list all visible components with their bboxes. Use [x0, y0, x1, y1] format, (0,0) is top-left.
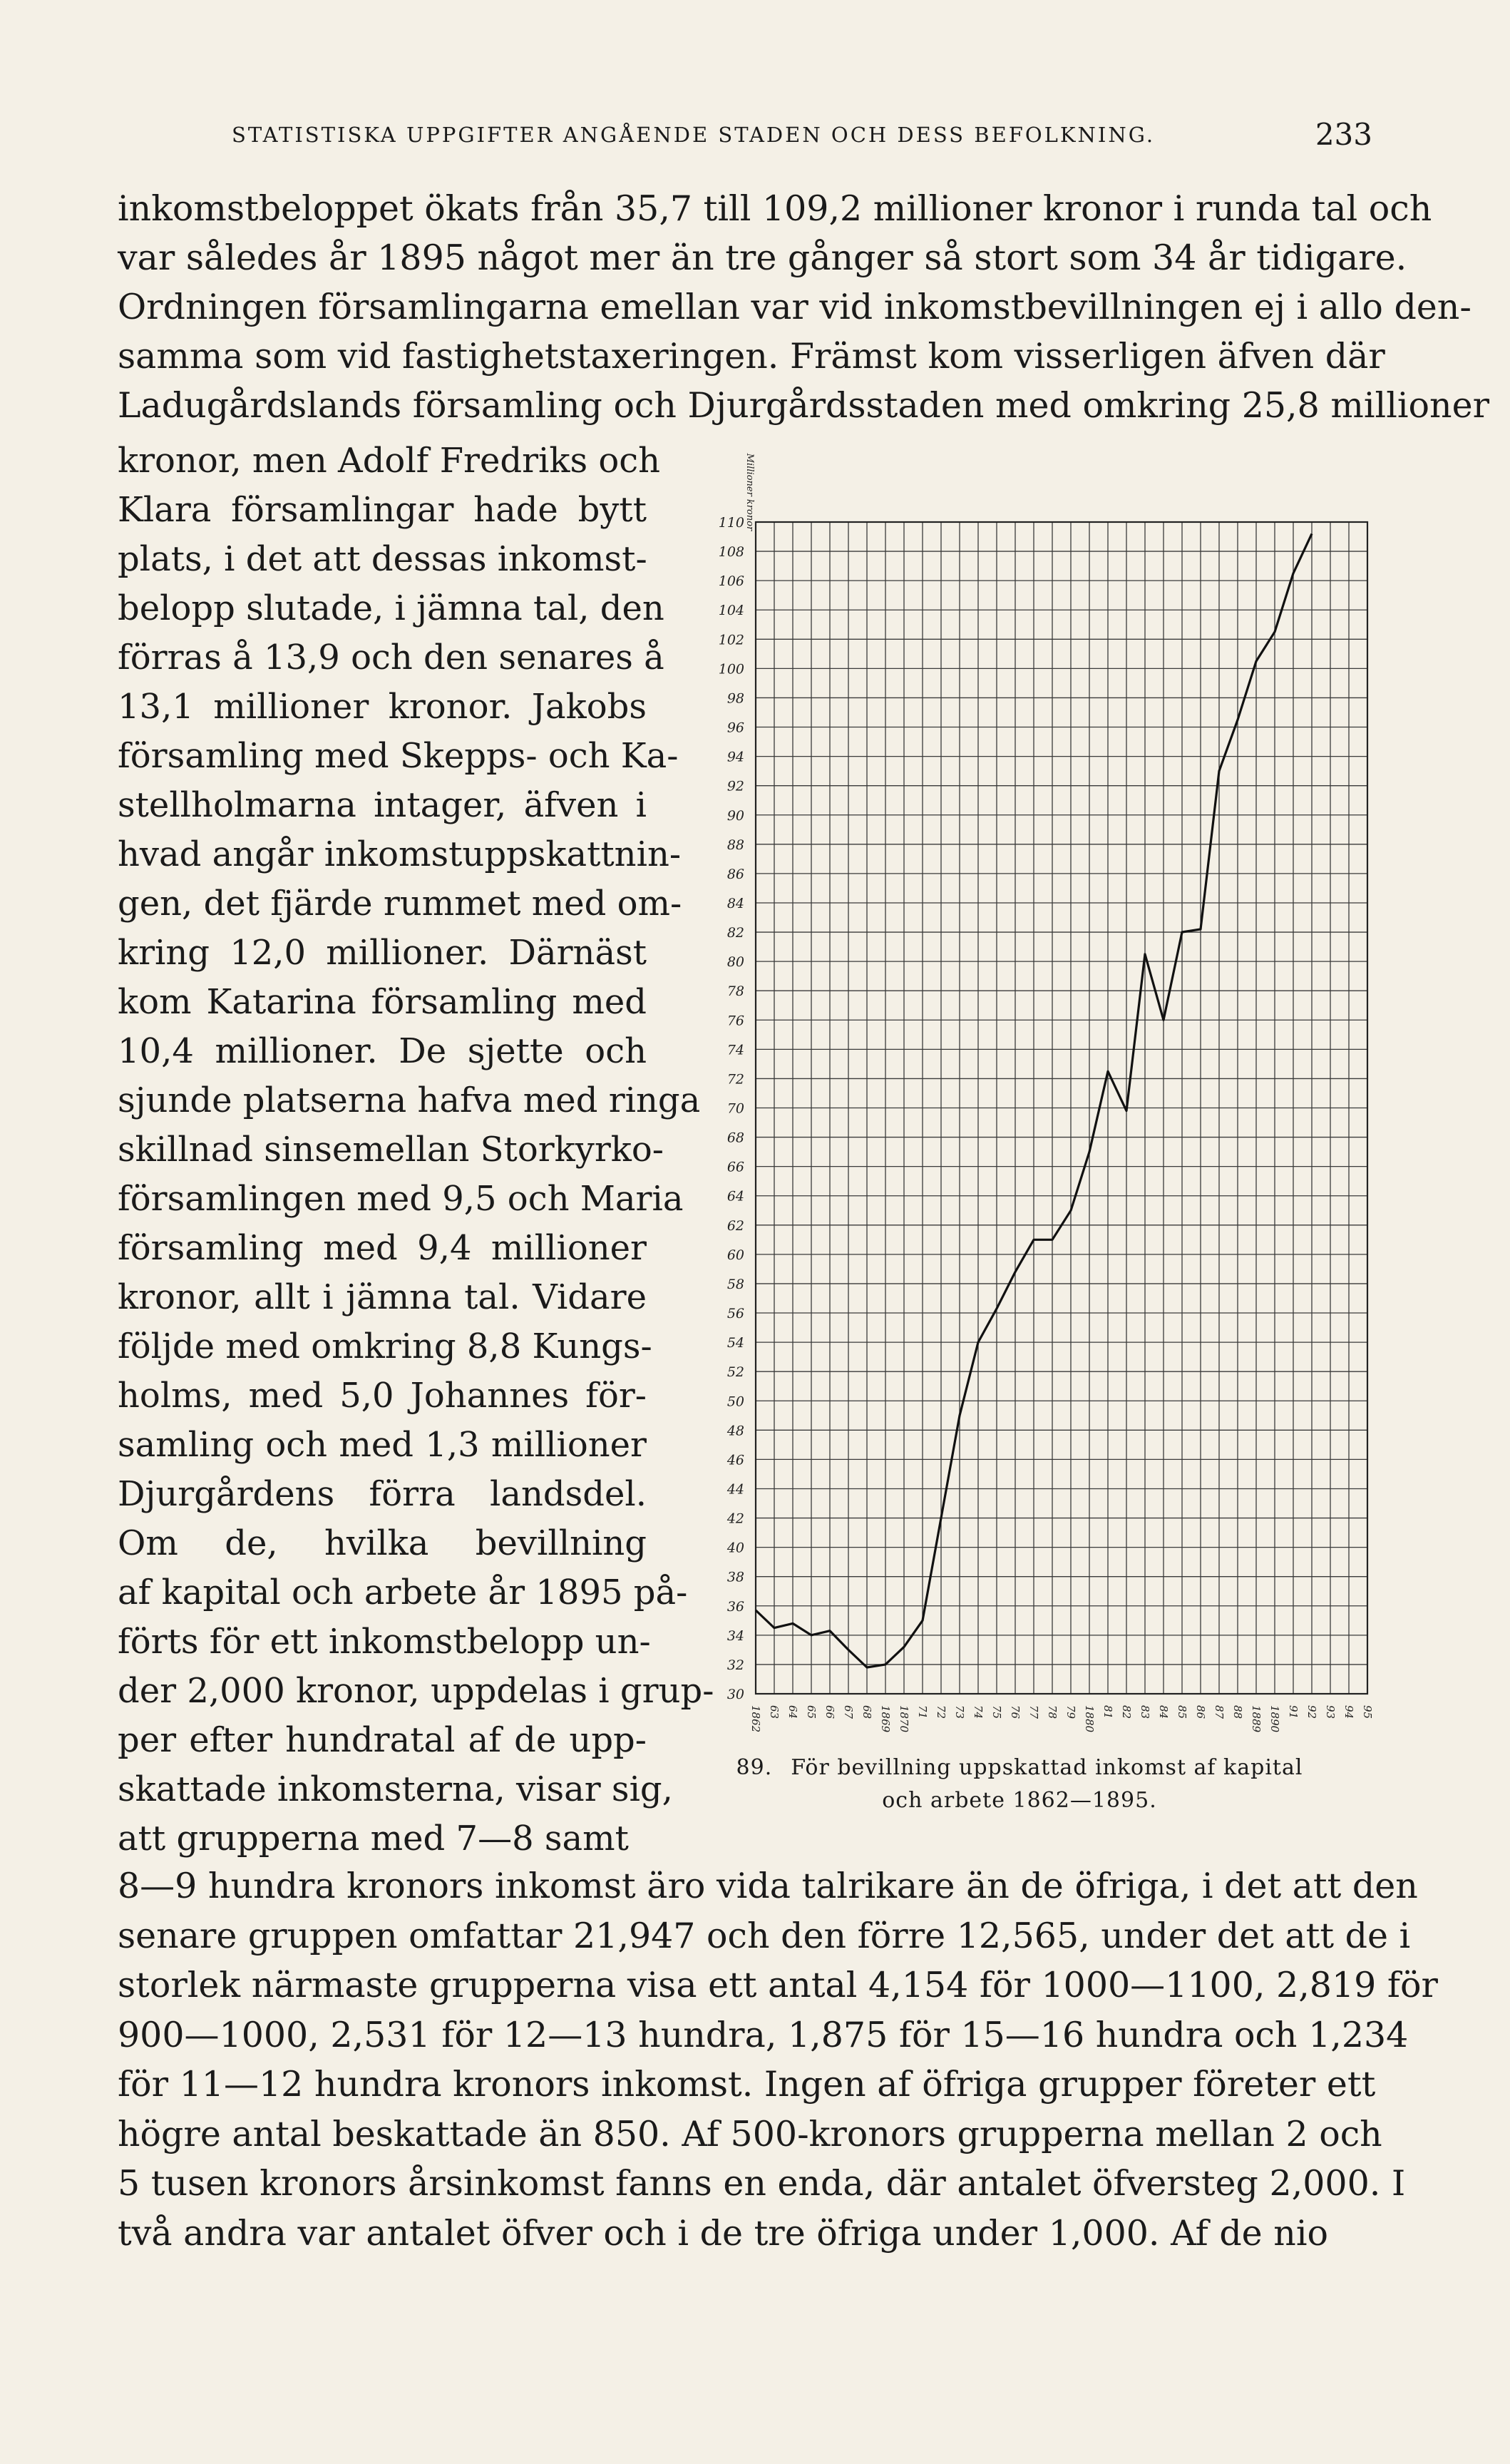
left-text-line: per efter hundratal af de upp- — [118, 1720, 647, 1760]
y-tick-label: 98 — [726, 690, 744, 707]
left-text-line: Klara församlingar hade bytt — [118, 490, 647, 530]
y-tick-label: 86 — [726, 866, 744, 882]
left-text-line: Djurgårdens förra landsdel. — [118, 1474, 647, 1514]
y-tick-label: 44 — [726, 1481, 744, 1498]
y-tick-label: 52 — [726, 1364, 744, 1381]
x-tick-label: 82 — [1120, 1705, 1133, 1719]
y-tick-label: 32 — [726, 1657, 744, 1673]
paragraph-top — [118, 184, 1490, 430]
y-tick-label: 82 — [726, 925, 744, 941]
x-tick-label: 1890 — [1268, 1705, 1281, 1733]
y-tick-label: 36 — [726, 1598, 744, 1615]
left-text-line: skattade inkomsterna, visar sig, — [118, 1769, 673, 1809]
x-tick-label: 1862 — [749, 1705, 762, 1733]
x-tick-label: 84 — [1157, 1705, 1170, 1719]
top-text-line: Ladugårdslands församling och Djurgårdsstaden med omkring 25,8 millioner — [118, 385, 1490, 426]
x-tick-label: 74 — [972, 1705, 985, 1719]
y-tick-label: 80 — [726, 954, 744, 971]
y-tick-label: 66 — [726, 1159, 744, 1175]
y-tick-label: 72 — [726, 1071, 744, 1088]
left-text-line: församling med Skepps- och Ka- — [118, 736, 679, 776]
y-tick-label: 34 — [726, 1627, 744, 1644]
left-text-line: förras å 13,9 och den senares å — [118, 638, 664, 678]
x-tick-label: 88 — [1231, 1705, 1244, 1719]
left-text-line: stellholmarna intager, äfven i — [118, 785, 647, 825]
left-text-line: förts för ett inkomstbelopp un- — [118, 1622, 651, 1662]
bottom-text-line: 900—1000, 2,531 för 12—13 hundra, 1,875 för 15—16 hundra och 1,234 — [118, 2014, 1409, 2055]
x-tick-label: 64 — [786, 1705, 799, 1719]
left-text-line: Om de, hvilka bevillning — [118, 1523, 647, 1563]
x-tick-label: 86 — [1194, 1705, 1207, 1719]
bottom-text-line: 5 tusen kronors årsinkomst fanns en enda, där antalet öfversteg 2,000. I — [118, 2163, 1406, 2204]
y-tick-label: 48 — [726, 1423, 744, 1439]
y-tick-label: 40 — [726, 1540, 744, 1556]
top-text-line: inkomstbeloppet ökats från 35,7 till 109,2 millioner kronor i runda tal och — [118, 188, 1432, 229]
top-text-line: samma som vid fastighetstaxeringen. Främst kom visserligen äfven där — [118, 336, 1385, 377]
bottom-text-line: senare gruppen omfattar 21,947 och den förre 12,565, under det att de i — [118, 1915, 1411, 1956]
y-tick-label: 110 — [718, 515, 744, 531]
y-tick-label: 56 — [726, 1306, 744, 1322]
y-tick-label: 84 — [726, 895, 744, 911]
left-text-line: kronor, men Adolf Fredriks och — [118, 441, 661, 481]
y-tick-label: 94 — [726, 749, 744, 765]
left-text-line: hvad angår inkomstuppskattnin- — [118, 834, 682, 874]
left-text-line: belopp slutade, i jämna tal, den — [118, 588, 664, 628]
left-text-line: att grupperna med 7—8 samt — [118, 1819, 629, 1859]
y-axis-label: Millioner kronor — [744, 453, 755, 531]
x-tick-label: 66 — [823, 1705, 836, 1719]
y-tick-label: 58 — [726, 1276, 744, 1292]
running-header — [114, 117, 1372, 165]
x-tick-label: 81 — [1101, 1705, 1114, 1719]
x-tick-label: 76 — [1009, 1705, 1022, 1719]
x-tick-label: 83 — [1139, 1705, 1151, 1719]
x-tick-label: 73 — [953, 1705, 966, 1719]
y-tick-label: 108 — [718, 544, 744, 561]
y-tick-label: 76 — [726, 1013, 744, 1029]
paragraph-left-column — [118, 436, 714, 1864]
left-text-line: der 2,000 kronor, uppdelas i grup- — [118, 1671, 714, 1711]
left-text-line: plats, i det att dessas inkomst- — [118, 539, 647, 579]
y-tick-label: 106 — [718, 573, 744, 590]
left-text-line: 13,1 millioner kronor. Jakobs — [118, 687, 647, 727]
caption-line-1: För bevillning uppskattad inkomst af kapital — [791, 1755, 1303, 1780]
x-tick-label: 1880 — [1083, 1705, 1096, 1733]
left-text-line: af kapital och arbete år 1895 på- — [118, 1573, 688, 1612]
x-tick-label: 95 — [1361, 1705, 1374, 1719]
top-text-line: var således år 1895 något mer än tre gånger så stort som 34 år tidigare. — [118, 237, 1407, 278]
paragraph-bottom — [118, 1861, 1438, 2258]
caption-number: 89. — [736, 1755, 773, 1780]
x-tick-label: 71 — [916, 1705, 929, 1719]
left-text-line: kronor, allt i jämna tal. Vidare — [118, 1277, 647, 1317]
y-tick-label: 96 — [726, 720, 744, 736]
x-tick-label: 65 — [805, 1705, 818, 1719]
x-tick-label: 1869 — [879, 1705, 892, 1733]
caption-line-2: och arbete 1862—1895. — [882, 1788, 1157, 1813]
left-text-line: holms, med 5,0 Johannes för- — [118, 1376, 647, 1416]
left-text-line: kring 12,0 millioner. Därnäst — [118, 933, 647, 973]
x-tick-label: 1870 — [898, 1705, 910, 1733]
y-tick-label: 68 — [726, 1130, 744, 1146]
bottom-text-line: högre antal beskattade än 850. Af 500-kronors grupperna mellan 2 och — [118, 2113, 1382, 2154]
bottom-text-line: för 11—12 hundra kronors inkomst. Ingen af öfriga grupper företer ett — [118, 2064, 1376, 2105]
income-line-chart — [670, 453, 1374, 1754]
figure-caption — [663, 1752, 1376, 1817]
y-tick-label: 54 — [726, 1335, 744, 1351]
x-tick-label: 75 — [990, 1705, 1003, 1719]
left-text-line: församling med 9,4 millioner — [118, 1228, 647, 1268]
left-text-line: följde med omkring 8,8 Kungs- — [118, 1326, 652, 1366]
y-tick-label: 92 — [726, 778, 744, 794]
y-tick-label: 104 — [718, 603, 744, 619]
x-tick-label: 79 — [1064, 1705, 1077, 1719]
left-text-line: sjunde platserna hafva med ringa — [118, 1080, 701, 1120]
y-tick-label: 46 — [726, 1452, 744, 1468]
x-tick-label: 67 — [842, 1705, 855, 1719]
x-tick-label: 94 — [1342, 1705, 1355, 1719]
y-tick-label: 38 — [726, 1569, 744, 1585]
bottom-text-line: två andra var antalet öfver och i de tre öfriga under 1,000. Af de nio — [118, 2212, 1328, 2254]
x-tick-label: 77 — [1027, 1705, 1040, 1719]
x-tick-label: 91 — [1287, 1705, 1300, 1719]
x-tick-label: 87 — [1213, 1705, 1226, 1719]
x-tick-label: 1889 — [1250, 1705, 1263, 1733]
y-tick-label: 64 — [726, 1188, 744, 1205]
top-text-line: Ordningen församlingarna emellan var vid inkomstbevillningen ej i allo den- — [118, 287, 1472, 327]
y-tick-label: 60 — [726, 1247, 744, 1263]
x-tick-label: 72 — [935, 1705, 947, 1719]
x-tick-label: 93 — [1324, 1705, 1337, 1719]
page-number: 233 — [1315, 117, 1372, 152]
left-text-line: gen, det fjärde rummet med om- — [118, 884, 682, 924]
y-tick-label: 74 — [726, 1042, 744, 1058]
x-tick-label: 92 — [1305, 1705, 1318, 1719]
left-text-line: församlingen med 9,5 och Maria — [118, 1179, 684, 1219]
y-tick-label: 100 — [718, 661, 744, 678]
left-text-line: samling och med 1,3 millioner — [118, 1425, 647, 1465]
left-text-line: kom Katarina församling med — [118, 982, 647, 1022]
x-tick-label: 68 — [861, 1705, 873, 1719]
bottom-text-line: storlek närmaste grupperna visa ett antal 4,154 för 1000—1100, 2,819 för — [118, 1965, 1438, 2005]
running-title: STATISTISKA UPPGIFTER ANGÅENDE STADEN OCH DESS BEFOLKNING. — [232, 123, 1156, 147]
x-tick-label: 63 — [768, 1705, 781, 1719]
y-tick-label: 102 — [718, 632, 744, 648]
x-tick-label: 85 — [1176, 1705, 1188, 1719]
bottom-text-line: 8—9 hundra kronors inkomst äro vida talrikare än de öfriga, i det att den — [118, 1866, 1418, 1906]
y-tick-label: 90 — [726, 807, 744, 824]
left-text-line: skillnad sinsemellan Storkyrko- — [118, 1130, 664, 1170]
x-tick-label: 78 — [1046, 1705, 1059, 1719]
y-tick-label: 88 — [726, 837, 744, 853]
y-tick-label: 50 — [726, 1394, 744, 1410]
figure-89 — [670, 453, 1374, 1754]
y-tick-label: 78 — [726, 983, 744, 1000]
left-text-line: 10,4 millioner. De sjette och — [118, 1031, 647, 1071]
y-tick-label: 70 — [726, 1100, 744, 1117]
y-tick-label: 62 — [726, 1217, 744, 1234]
y-tick-label: 30 — [726, 1687, 744, 1702]
y-tick-label: 42 — [726, 1510, 744, 1527]
